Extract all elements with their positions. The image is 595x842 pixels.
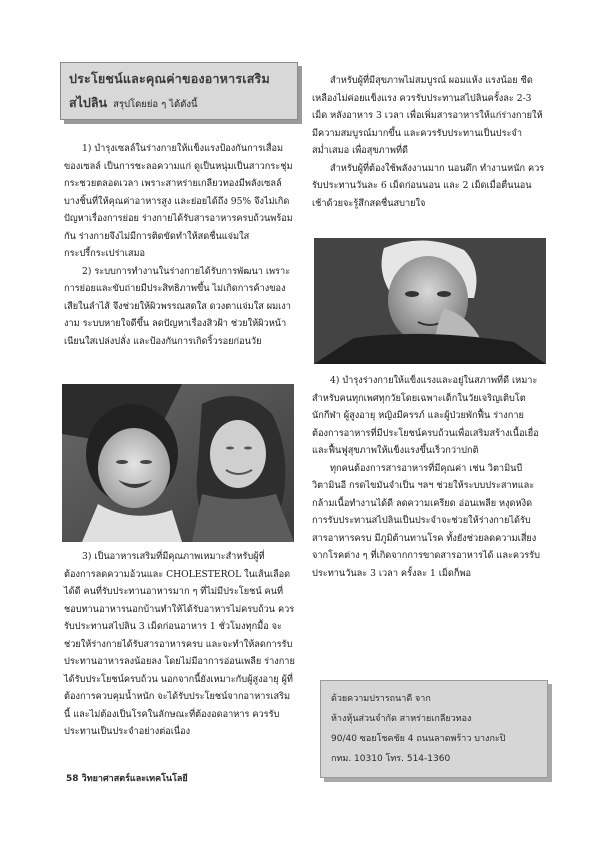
article-title-word: สไปลิน [69, 95, 108, 110]
page-footer: 58 วิทยาศาสตร์และเทคโนโลยี [66, 774, 188, 784]
photo-child-and-mother-image [62, 384, 294, 542]
source-line: ด้วยความปรารถนาดี จาก [331, 694, 431, 704]
source-company: ห้างหุ้นส่วนจำกัด สาหร่ายเกลียวทอง [331, 714, 472, 724]
paragraph: 3) เป็นอาหารเสริมที่มีคุณภาพเหมาะสำหรับผู้ที่ต้องการลดความอ้วนและ CHOLESTEROL ในเส้นเลือดได้ดี คนที่รับประทานอาหารมาก ๆ ที่ไม่มีประโยชน์ คนที่ชอบทานอาหารนอกบ้านทำให้ได้รับอาหารไม่ครบถ้วน ควรรับประทานสไปลิน 3 เม็ดก่อนอาหาร 1 ชั่วโมงทุกมื้อ จะช่วยให้ร่างกายได้รับสารอาหารครบ และจะทำให้ลดการรับประทานอาหารลงน้อยลง โดยไม่มีอาการอ่อนเพลีย ร่างกายได้รับประโยชน์ครบถ้วน นอกจากนี้ยังเหมาะกับผู้สูงอายุ ผู้ที่ต้องการควบคุมน้ำหนัก จะได้รับประโยชน์จากอาหารเสริมนี้ และไม่ต้องเป็นโรคในลักษณะที่ต้องอดอาหาร ควรรับประทานเป็นประจำอย่างต่อเนื่อง [64, 551, 295, 737]
article-subtitle: สรุปโดยย่อ ๆ ได้ดังนี้ [113, 99, 198, 110]
source-credit-box [320, 680, 548, 778]
paragraph: 4) บำรุงร่างกายให้แข็งแรงและอยู่ในสภาพที่ดี เหมาะสำหรับคนทุกเพศทุกวัยโดยเฉพาะเด็กในวัยเจริญเติบโต นักกีฬา ผู้สูงอายุ หญิงมีครรภ์ และผู้ป่วยพักฟื้น ร่างกายต้องการอาหารที่มีประโยชน์ครบถ้วนเพื่อเสริมสร้างเนื้อเยื่อ และฟื้นฟูสุขภาพให้แข็งแรงขึ้นเร็วกว่าปกติ [312, 375, 539, 456]
paragraph: 1) บำรุงเซลล์ในร่างกายให้แข็งแรงป้องกันการเสื่อมของเซลล์ เป็นการชะลอความแก่ ดูเป็นหนุ่มเป็นสาวกระชุ่มกระชวยตลอดเวลา เพราะสาหร่ายเกลียวทองมีพลังเซลล์บางชิ้นที่ให้คุณค่าอาหารสูง และย่อยได้ถึง 95% จึงไม่เกิดปัญหาเรื่องการย่อย ร่างกายได้รับสารอาหารครบถ้วนพร้อมกัน ร่างกายจึงไม่มีการติดขัดทำให้สดชื่นแจ่มใสกระปรี้กระเปร่าเสมอ [64, 143, 293, 259]
article-title: ประโยชน์และคุณค่าของอาหารเสริม [69, 71, 270, 86]
source-phone: กทม. 10310 โทร. 514-1360 [331, 754, 451, 764]
photo-thinking-man [314, 238, 546, 364]
article-title-line2 [69, 93, 198, 113]
paragraph: 2) ระบบการทำงานในร่างกายได้รับการพัฒนา เพราะการย่อยและขับถ่ายมีประสิทธิภาพขึ้น ไม่เกิดการค้างของเสียในลำไส้ จึงช่วยให้ผิวพรรณสดใส ดวงตาแจ่มใส ผมเงางาม ระบบหายใจดีขึ้น ลดปัญหาเรื่องสิวฝ้า ช่วยให้ผิวหน้าเนียนใสเปล่งปลั่ง และป้องกันการเกิดริ้วรอยก่อนวัย [64, 265, 291, 347]
photo-child-and-mother [62, 384, 294, 542]
paragraph: ทุกคนต้องการสารอาหารที่มีคุณค่า เช่น วิตามินบี วิตามินอี กรดไขมันจำเป็น ฯลฯ ช่วยให้ระบบประสาทและกล้ามเนื้อทำงานได้ดี ลดความเครียด อ่อนเพลีย หงุดหงิด การรับประทานสไปลินเป็นประจำจะช่วยให้ร่างกายได้รับสารอาหารครบ มีภูมิต้านทานโรค ทั้งยังช่วยลดความเสี่ยงจากโรคต่าง ๆ ที่เกิดจากการขาดสารอาหารได้ และควรรับประทานวันละ 3 เวลา ครั้งละ 1 เม็ดก็พอ [312, 462, 540, 579]
paragraph: สำหรับผู้ที่ต้องใช้พลังงานมาก นอนดึก ทำงานหนัก ควรรับประทานวันละ 6 เม็ดก่อนนอน และ 2 เม็ดเมื่อตื่นนอนเช้าด้วยจะรู้สึกสดชื่นสบายใจ [312, 162, 545, 209]
source-address: 90/40 ซอยโชคชัย 4 ถนนลาดพร้าว บางกะปิ [331, 734, 506, 744]
left-column-top [64, 140, 296, 350]
paragraph: สำหรับผู้ที่มีสุขภาพไม่สมบูรณ์ ผอมแห้ง แรงน้อย ซีดเหลืองไม่ค่อยแข็งแรง ควรรับประทานสไปลินครั้งละ 2-3 เม็ด หลังอาหาร 3 เวลา เพื่อเพิ่มสารอาหารให้แก่ร่างกายให้มีความสมบูรณ์มากขึ้น และควรรับประทานเป็นประจำสม่ำเสมอ เพื่อสุขภาพที่ดี [312, 75, 543, 156]
right-column-top [312, 72, 546, 212]
left-column-bottom [64, 548, 296, 741]
right-column-bottom [312, 372, 546, 582]
article-title-box [60, 62, 298, 120]
photo-thinking-man-image [314, 238, 546, 364]
